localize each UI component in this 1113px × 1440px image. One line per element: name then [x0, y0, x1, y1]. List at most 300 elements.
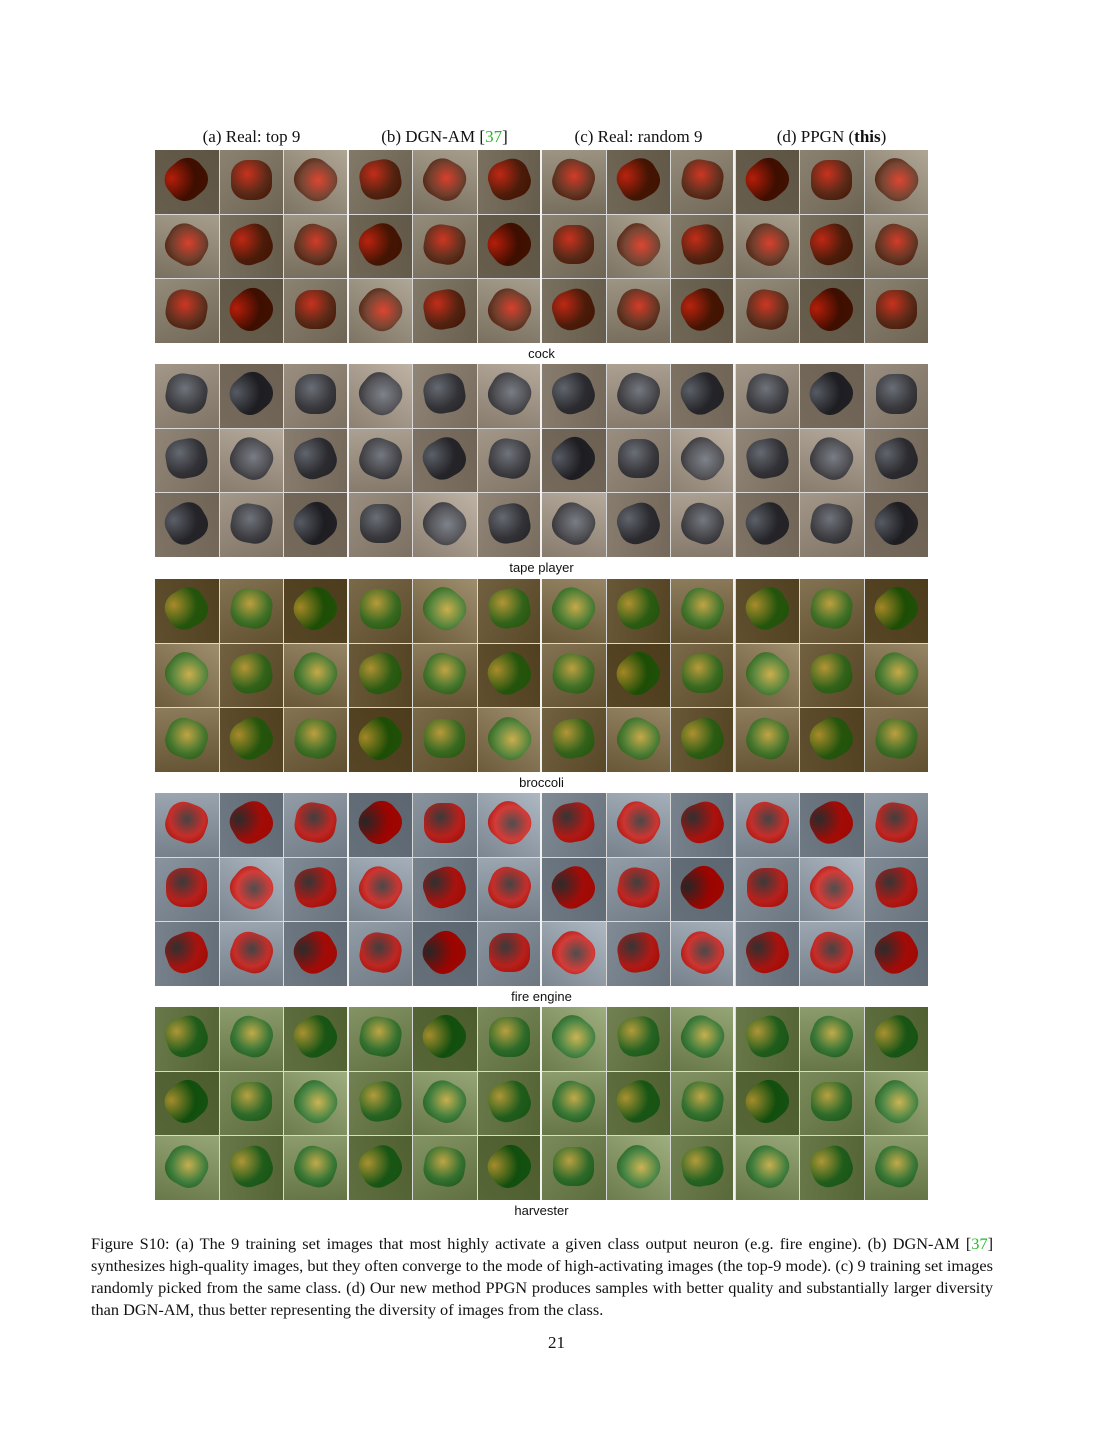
image-subject: [869, 1010, 924, 1064]
image-subject: [677, 797, 729, 848]
image-thumbnail: [671, 579, 735, 643]
image-thumbnail: [736, 793, 800, 857]
image-thumbnail: [736, 1136, 800, 1200]
class-block-cock: [155, 150, 928, 361]
image-subject: [870, 219, 922, 270]
image-subject: [868, 581, 924, 637]
image-subject: [679, 222, 726, 268]
image-subject: [489, 933, 530, 972]
image-thumbnail: [349, 215, 413, 279]
image-subject: [740, 582, 795, 636]
image-thumbnail: [865, 364, 929, 428]
image-thumbnail: [284, 150, 348, 214]
image-thumbnail: [220, 493, 284, 557]
image-thumbnail: [542, 708, 606, 772]
image-thumbnail: [478, 279, 542, 343]
image-thumbnail: [607, 708, 671, 772]
image-subject: [424, 803, 465, 842]
image-thumbnail: [284, 279, 348, 343]
image-subject: [679, 1143, 726, 1189]
image-thumbnail: [155, 793, 219, 857]
image-subject: [481, 795, 537, 851]
image-subject: [553, 1147, 594, 1186]
image-thumbnail: [349, 858, 413, 922]
image-subject: [225, 927, 277, 978]
image-subject: [486, 586, 533, 632]
image-subject: [292, 800, 339, 846]
image-thumbnail: [478, 215, 542, 279]
image-thumbnail: [865, 922, 929, 986]
image-thumbnail: [284, 429, 348, 493]
image-thumbnail: [800, 429, 864, 493]
image-subject: [482, 367, 537, 421]
image-thumbnail: [800, 279, 864, 343]
image-subject: [876, 374, 917, 413]
image-subject: [677, 713, 729, 764]
image-thumbnail: [478, 1007, 542, 1071]
image-thumbnail: [413, 1072, 477, 1136]
image-thumbnail: [736, 858, 800, 922]
image-thumbnail: [478, 493, 542, 557]
class-label: cock: [528, 346, 555, 361]
image-thumbnail: [349, 579, 413, 643]
class-block-harvester: [155, 1007, 928, 1218]
image-thumbnail: [413, 364, 477, 428]
image-thumbnail: [413, 429, 477, 493]
image-thumbnail: [607, 793, 671, 857]
image-thumbnail: [284, 364, 348, 428]
image-thumbnail: [349, 1072, 413, 1136]
image-subject: [741, 1011, 793, 1062]
image-thumbnail: [155, 922, 219, 986]
image-thumbnail: [220, 215, 284, 279]
image-thumbnail: [284, 1072, 348, 1136]
image-subject: [158, 645, 214, 701]
image-thumbnail: [413, 922, 477, 986]
image-thumbnail: [800, 1136, 864, 1200]
image-thumbnail: [155, 708, 219, 772]
image-subject: [486, 500, 533, 546]
image-subject: [483, 154, 535, 205]
image-thumbnail: [349, 364, 413, 428]
image-thumbnail: [349, 793, 413, 857]
image-subject: [288, 1010, 343, 1064]
image-thumbnail: [542, 1072, 606, 1136]
image-thumbnail: [349, 644, 413, 708]
image-subject: [424, 719, 465, 758]
image-thumbnail: [220, 150, 284, 214]
image-thumbnail: [413, 1136, 477, 1200]
image-thumbnail: [607, 1136, 671, 1200]
image-subject: [489, 1017, 530, 1056]
image-thumbnail: [413, 150, 477, 214]
image-subject: [225, 219, 277, 270]
header-text: ): [880, 127, 887, 146]
image-subject: [611, 1074, 666, 1128]
image-thumbnail: [671, 708, 735, 772]
image-thumbnail: [800, 1007, 864, 1071]
image-subject: [546, 582, 601, 636]
image-subject: [740, 217, 795, 271]
image-thumbnail: [736, 1007, 800, 1071]
image-grid: [155, 150, 928, 343]
image-thumbnail: [671, 493, 735, 557]
header-text: (a) Real: top 9: [202, 127, 301, 146]
image-subject: [421, 286, 468, 332]
image-thumbnail: [736, 364, 800, 428]
image-subject: [421, 371, 468, 417]
image-subject: [225, 1141, 277, 1192]
image-subject: [804, 711, 859, 765]
column-divider: [347, 579, 349, 772]
column-divider: [347, 793, 349, 986]
image-subject: [615, 865, 662, 911]
image-subject: [353, 217, 408, 271]
image-thumbnail: [349, 922, 413, 986]
image-thumbnail: [671, 1072, 735, 1136]
image-thumbnail: [478, 793, 542, 857]
image-thumbnail: [349, 1007, 413, 1071]
image-subject: [615, 1014, 662, 1060]
image-thumbnail: [736, 429, 800, 493]
image-thumbnail: [865, 150, 929, 214]
image-subject: [287, 581, 343, 637]
header-emphasis: this: [854, 127, 881, 146]
image-grid: [155, 579, 928, 772]
image-thumbnail: [284, 1007, 348, 1071]
image-thumbnail: [284, 858, 348, 922]
image-subject: [803, 859, 859, 915]
image-thumbnail: [220, 708, 284, 772]
header-text: (b) DGN-AM [: [381, 127, 486, 146]
image-subject: [357, 1014, 404, 1060]
image-thumbnail: [542, 150, 606, 214]
image-thumbnail: [284, 708, 348, 772]
image-subject: [682, 654, 723, 693]
image-subject: [295, 290, 336, 329]
image-thumbnail: [736, 493, 800, 557]
image-thumbnail: [349, 493, 413, 557]
image-thumbnail: [413, 793, 477, 857]
image-thumbnail: [478, 644, 542, 708]
image-subject: [747, 868, 788, 907]
image-subject: [739, 645, 795, 701]
image-thumbnail: [607, 279, 671, 343]
image-thumbnail: [542, 922, 606, 986]
image-subject: [416, 495, 472, 551]
image-thumbnail: [865, 579, 929, 643]
image-thumbnail: [865, 793, 929, 857]
image-subject: [610, 645, 666, 701]
image-subject: [611, 711, 666, 765]
image-thumbnail: [284, 215, 348, 279]
image-subject: [675, 1010, 730, 1064]
image-subject: [868, 495, 924, 551]
image-thumbnail: [736, 644, 800, 708]
column-header-real-random9: [542, 125, 735, 149]
image-thumbnail: [800, 1072, 864, 1136]
image-subject: [354, 648, 406, 699]
image-thumbnail: [607, 429, 671, 493]
image-thumbnail: [607, 364, 671, 428]
image-subject: [803, 281, 859, 337]
image-thumbnail: [542, 429, 606, 493]
image-subject: [161, 713, 213, 764]
image-thumbnail: [671, 429, 735, 493]
image-grid: [155, 793, 928, 986]
image-subject: [353, 1139, 408, 1193]
image-thumbnail: [671, 644, 735, 708]
image-grid: [155, 364, 928, 557]
image-subject: [290, 1141, 342, 1192]
image-thumbnail: [220, 644, 284, 708]
image-subject: [482, 282, 537, 336]
image-subject: [806, 219, 858, 270]
image-subject: [225, 1011, 277, 1062]
image-thumbnail: [800, 493, 864, 557]
image-subject: [612, 284, 664, 335]
image-thumbnail: [736, 922, 800, 986]
image-subject: [739, 152, 795, 208]
image-subject: [868, 1073, 924, 1129]
image-subject: [553, 225, 594, 264]
image-thumbnail: [413, 579, 477, 643]
image-thumbnail: [220, 1007, 284, 1071]
image-subject: [808, 500, 855, 546]
image-subject: [159, 582, 214, 636]
image-subject: [223, 281, 279, 337]
image-thumbnail: [736, 579, 800, 643]
column-divider: [733, 1007, 735, 1200]
image-thumbnail: [542, 215, 606, 279]
image-subject: [482, 646, 537, 700]
image-thumbnail: [671, 922, 735, 986]
image-thumbnail: [671, 1136, 735, 1200]
image-thumbnail: [607, 215, 671, 279]
image-thumbnail: [542, 1136, 606, 1200]
image-thumbnail: [155, 1136, 219, 1200]
image-thumbnail: [478, 364, 542, 428]
citation-link[interactable]: 37: [971, 1234, 988, 1253]
image-subject: [610, 1138, 666, 1194]
image-thumbnail: [155, 858, 219, 922]
image-thumbnail: [155, 644, 219, 708]
image-thumbnail: [220, 579, 284, 643]
image-thumbnail: [671, 150, 735, 214]
page-number: 21: [548, 1333, 565, 1352]
image-thumbnail: [284, 579, 348, 643]
image-thumbnail: [413, 493, 477, 557]
image-thumbnail: [413, 644, 477, 708]
image-thumbnail: [800, 922, 864, 986]
image-subject: [611, 153, 666, 207]
image-subject: [352, 281, 408, 337]
class-block-broccoli: [155, 579, 928, 790]
image-subject: [223, 859, 279, 915]
image-subject: [224, 796, 279, 850]
header-text: (c) Real: random 9: [574, 127, 703, 146]
image-subject: [159, 217, 214, 271]
column-divider: [540, 364, 542, 557]
image-thumbnail: [478, 1136, 542, 1200]
image-thumbnail: [671, 1007, 735, 1071]
image-thumbnail: [671, 858, 735, 922]
image-subject: [612, 583, 664, 634]
image-subject: [610, 216, 666, 272]
image-thumbnail: [865, 215, 929, 279]
image-thumbnail: [800, 150, 864, 214]
image-subject: [228, 586, 275, 632]
image-subject: [158, 1073, 214, 1129]
image-subject: [550, 715, 597, 761]
image-subject: [741, 713, 793, 764]
image-thumbnail: [671, 215, 735, 279]
image-subject: [550, 651, 597, 697]
image-subject: [228, 651, 275, 697]
image-subject: [357, 1079, 404, 1125]
image-subject: [868, 152, 924, 208]
image-subject: [288, 646, 343, 700]
image-subject: [224, 431, 279, 485]
image-thumbnail: [865, 1136, 929, 1200]
image-subject: [548, 368, 600, 419]
image-thumbnail: [478, 858, 542, 922]
image-thumbnail: [284, 644, 348, 708]
image-thumbnail: [478, 1072, 542, 1136]
class-label: harvester: [514, 1203, 569, 1218]
image-subject: [873, 715, 920, 761]
image-thumbnail: [542, 793, 606, 857]
image-subject: [290, 433, 342, 484]
image-subject: [158, 152, 214, 208]
image-thumbnail: [478, 708, 542, 772]
image-subject: [223, 366, 279, 422]
image-thumbnail: [607, 1007, 671, 1071]
image-thumbnail: [865, 858, 929, 922]
image-subject: [288, 925, 343, 979]
image-thumbnail: [542, 1007, 606, 1071]
image-subject: [679, 157, 726, 203]
class-label: broccoli: [519, 775, 564, 790]
image-subject: [357, 157, 404, 203]
image-thumbnail: [220, 922, 284, 986]
image-subject: [416, 581, 472, 637]
image-subject: [421, 1143, 468, 1189]
image-subject: [674, 859, 730, 915]
image-subject: [674, 430, 730, 486]
image-thumbnail: [220, 793, 284, 857]
image-subject: [417, 153, 472, 207]
citation-link[interactable]: 37: [485, 127, 503, 146]
image-subject: [421, 222, 468, 268]
image-subject: [869, 646, 924, 700]
image-subject: [354, 433, 406, 484]
image-thumbnail: [349, 429, 413, 493]
image-subject: [353, 860, 408, 914]
image-thumbnail: [349, 708, 413, 772]
image-subject: [804, 431, 859, 485]
image-subject: [811, 160, 852, 199]
image-subject: [612, 498, 664, 549]
image-subject: [615, 929, 662, 975]
class-label: fire engine: [511, 989, 572, 1004]
image-thumbnail: [155, 493, 219, 557]
image-subject: [806, 927, 858, 978]
image-thumbnail: [542, 364, 606, 428]
image-subject: [416, 924, 472, 980]
column-divider: [733, 793, 735, 986]
image-thumbnail: [607, 579, 671, 643]
image-thumbnail: [284, 493, 348, 557]
image-subject: [873, 800, 920, 846]
image-subject: [483, 862, 535, 913]
image-subject: [417, 431, 472, 485]
image-thumbnail: [800, 579, 864, 643]
image-thumbnail: [671, 364, 735, 428]
column-divider: [347, 1007, 349, 1200]
caption-text: Figure S10: (a) The 9 training set images that most highly activate a given class output neuron (e.g. fire engine). (b) DGN-AM [: [91, 1234, 972, 1253]
image-subject: [159, 1139, 214, 1193]
image-subject: [483, 1076, 535, 1127]
image-subject: [741, 797, 793, 848]
image-subject: [419, 648, 471, 699]
image-thumbnail: [607, 922, 671, 986]
image-subject: [677, 583, 729, 634]
image-subject: [677, 498, 729, 549]
image-subject: [287, 1073, 343, 1129]
image-thumbnail: [478, 922, 542, 986]
image-subject: [161, 927, 213, 978]
image-subject: [808, 651, 855, 697]
column-header-dgn-am: [348, 125, 541, 149]
image-subject: [357, 929, 404, 975]
image-thumbnail: [542, 579, 606, 643]
image-thumbnail: [607, 1072, 671, 1136]
column-divider: [347, 150, 349, 343]
image-thumbnail: [155, 579, 219, 643]
column-divider: [540, 579, 542, 772]
image-thumbnail: [155, 215, 219, 279]
image-subject: [419, 862, 471, 913]
image-subject: [739, 1073, 795, 1129]
image-thumbnail: [478, 150, 542, 214]
image-subject: [675, 282, 730, 336]
image-subject: [808, 586, 855, 632]
image-thumbnail: [155, 429, 219, 493]
image-subject: [806, 1141, 858, 1192]
column-headers: [155, 125, 928, 149]
image-thumbnail: [220, 364, 284, 428]
image-thumbnail: [349, 1136, 413, 1200]
image-thumbnail: [736, 215, 800, 279]
image-subject: [675, 925, 730, 979]
image-subject: [804, 796, 859, 850]
image-thumbnail: [220, 279, 284, 343]
column-divider: [347, 364, 349, 557]
image-thumbnail: [736, 150, 800, 214]
image-thumbnail: [671, 279, 735, 343]
image-thumbnail: [220, 1072, 284, 1136]
image-subject: [292, 865, 339, 911]
image-subject: [290, 219, 342, 270]
image-subject: [287, 495, 343, 551]
image-subject: [545, 924, 601, 980]
image-subject: [352, 795, 408, 851]
image-thumbnail: [607, 858, 671, 922]
image-subject: [166, 868, 207, 907]
column-header-ppgn: [735, 125, 928, 149]
class-block-fire-engine: [155, 793, 928, 1004]
